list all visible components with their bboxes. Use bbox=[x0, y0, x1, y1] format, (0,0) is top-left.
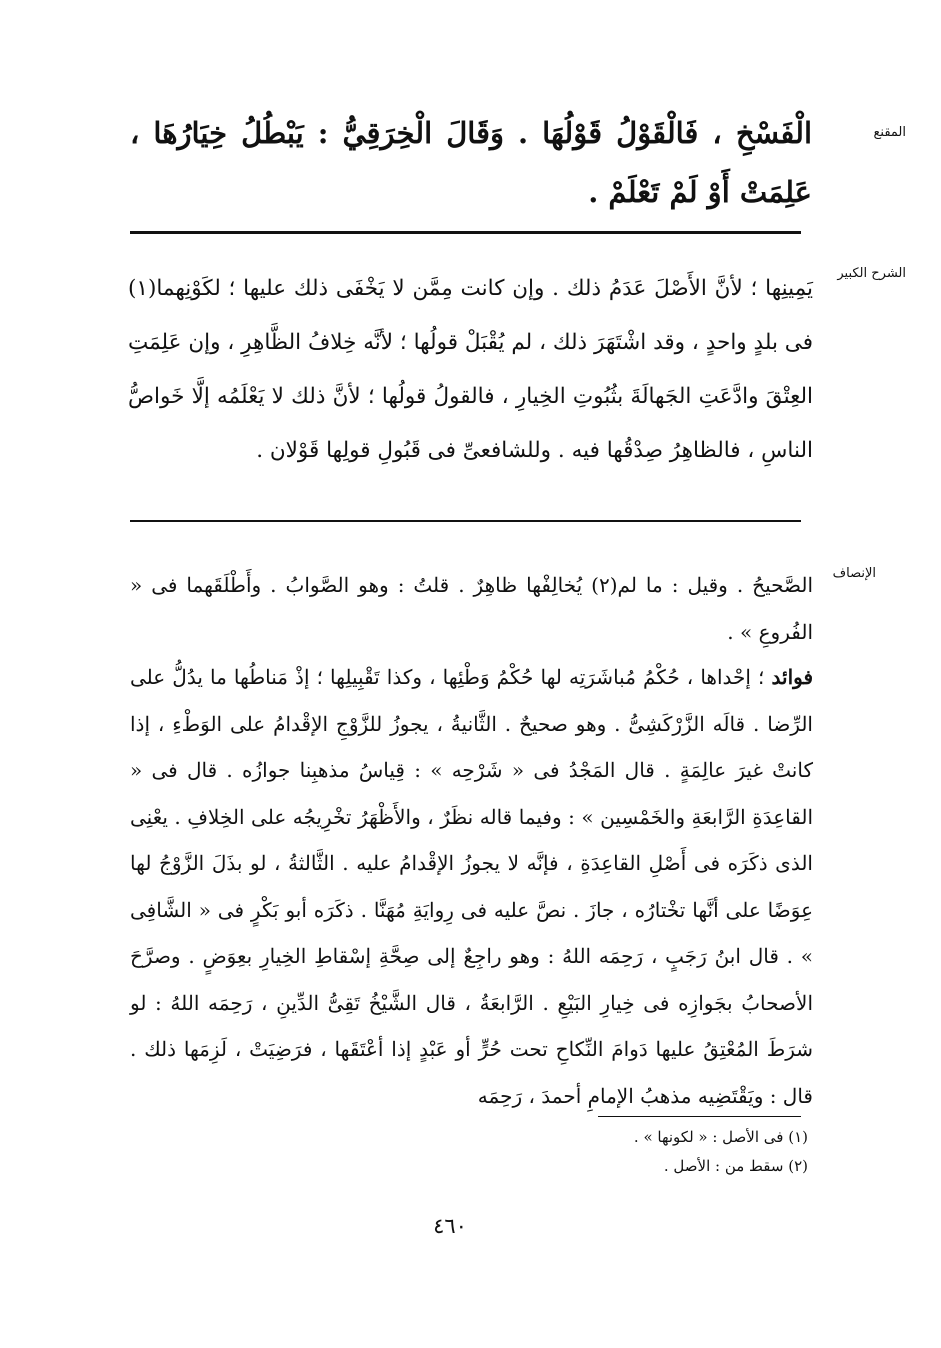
section-divider-thick bbox=[130, 231, 801, 234]
section-label-insaf: الإنصاف bbox=[832, 566, 876, 581]
insaf-paragraph: الصَّحيحُ . وقيل : ما لم(٢) يُخالِفْها ظاهِرٌ . قلتُ : وهو الصَّوابُ . وأَطْلَقَهما فى « الفُروعِ » . bbox=[130, 573, 814, 644]
sharh-text bbox=[128, 262, 813, 478]
section-divider bbox=[130, 520, 801, 522]
fawaid-body: ؛ إحْداها ، حُكْمُ مُباشَرَتِه لها حُكْمُ وَطْئِها ، وكذا تَقْبِيلِها ؛ إذْ مَناطُها ما يدُلُّ على الرِّضا . قالَه الزَّرْكَشِىُّ . وهو صحيحٌ . الثَّانيةُ ، يجوزُ للزَّوْجِ الإقْدامُ على الوَطْءِ ، إذا كانتْ غيرَ عالِمَةٍ . قال المَجْدُ فى « شَرْحِه » : قِياسُ مذهبِنا جوازُه . قال فى « القاعِدَةِ الرَّابعَةِ والخَمْسِين » : وفيما قاله نظَرٌ ، والأَظْهَرُ تخْرِيجُه على الخِلافِ . يعْنِى الذى ذكَرَه فى أَصْلِ القاعِدَةِ ، فإنَّه لا يجوزُ الإقْدامُ عليه . الثَّالثةُ ، لو بذَلَ الزَّوْجُ لها عِوَضًا على أنَّها تخْتارُه ، جازَ . نصَّ عليه فى رِوايَةِ مُهَنَّا . ذكَرَه أبو بَكْرٍ فى « الشَّافِى » . قال ابنُ رَجَبٍ ، رَحِمَه اللهُ : وهو راجِعٌ إلى صِحَّةِ إسْقاطِ الخِيارِ بعِوَضٍ . وصرَّحَ الأصحابُ بجَوازِه فى خِيارِ البَيْعِ . الرَّابعَةُ ، قال الشَّيْخُ تَقِىُّ الدِّينِ ، رَحِمَه اللهُ : لو شرَطَ المُعْتِقُ عليها دَوامَ النِّكاحِ تحت حُرٍّ أو عَبْدٍ إذا أعْتَقَها ، فرَضِيَتْ ، لَزِمَها ذلك . قال : ويَقْتَضِيه مذهبُ الإمامِ أحمدَ ، رَحِمَه bbox=[130, 665, 813, 1108]
footnote-separator bbox=[598, 1116, 801, 1117]
fawaid-text bbox=[130, 654, 813, 1119]
footnote-1: (١) فى الأصل : « لكونها » . bbox=[633, 1128, 808, 1146]
section-label-sharh: الشرح الكبير bbox=[837, 266, 906, 281]
footnote-2: (٢) سقط من : الأصل . bbox=[663, 1157, 808, 1175]
section-label-muqni: المقنع bbox=[873, 125, 906, 140]
page-number: ٤٦٠ bbox=[433, 1214, 467, 1238]
fawaid-title: فوائد bbox=[771, 665, 814, 689]
sharh-paragraph: يَمِينِها ؛ لأنَّ الأَصْلَ عَدَمُ ذلك . وإن كانت مِمَّن لا يَخْفَى ذلك عليها ؛ لكَوْنِهما(١) فى بلدٍ واحدٍ ، وقد اشْتَهَرَ ذلك ، لم يُقْبَلْ قولُها ؛ لأنَّه خِلافُ الظَّاهِرِ ، وإن عَلِمَتِ العِتْقَ وادَّعَتِ الجَهالَةَ بثُبُوتِ الخِيارِ ، فالقولُ قولُها ؛ لأنَّ ذلك لا يَعْلَمُه إلَّا خَواصُّ الناسِ ، فالظاهِرُ صِدْقُها فيه . وللشافعىِّ فى قَبُولِ قولِها قَوْلان . bbox=[128, 276, 813, 463]
fawaid-paragraph bbox=[130, 654, 813, 1119]
muqni-text bbox=[130, 104, 812, 222]
muqni-paragraph: الْفَسْخِ ، فَالْقَوْلُ قَوْلُهَا . وَقَالَ الْخِرَقِيُّ : يَبْطُلُ خِيَارُهَا ، عَلِمَتْ أَوْ لَمْ تَعْلَمْ . bbox=[130, 116, 812, 209]
insaf-text bbox=[130, 562, 813, 656]
